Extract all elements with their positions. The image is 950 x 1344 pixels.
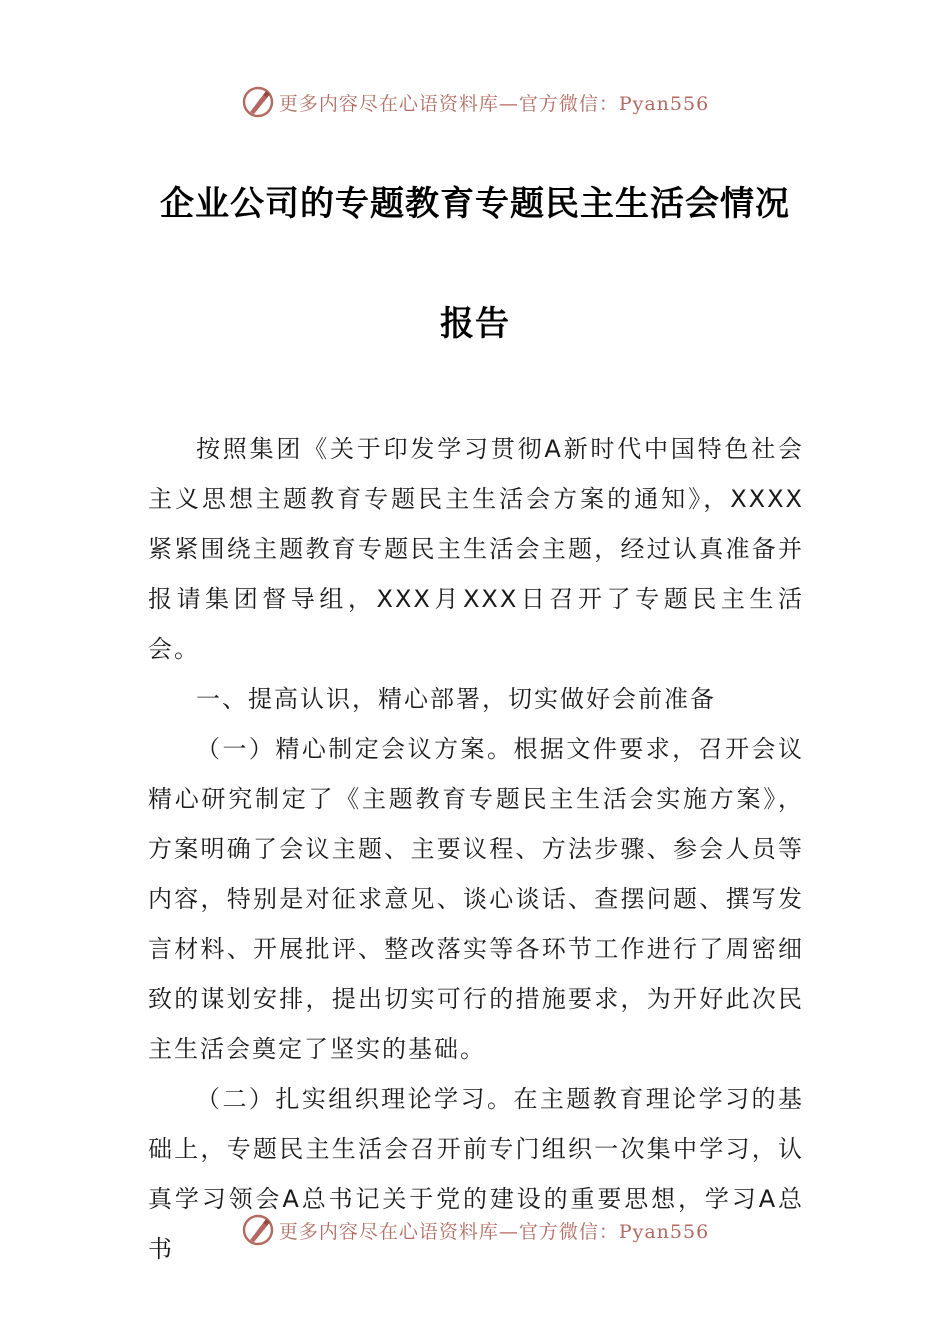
subsection-paragraph-2: （二）扎实组织理论学习。在主题教育理论学习的基础上，专题民主生活会召开前专门组织一次集中学习，认真学习领会A总书记关于党的建设的重要思想，学习A总书: [148, 1085, 804, 1263]
subsection-paragraph-1: （一）精心制定会议方案。根据文件要求，召开会议精心研究制定了《主题教育专题民主生活会实施方案》，方案明确了会议主题、主要议程、方法步骤、参会人员等内容，特别是对征求意见、谈心谈话、查摆问题、撰写发言材料、开展批评、整改落实等各环节工作进行了周密细致的谋划安排，提出切实可行的措施要求，为开好此次民主生活会奠定了坚实的基础。: [148, 735, 804, 1063]
document-body: [148, 424, 804, 1274]
header-watermark: [0, 80, 950, 124]
document-title-line-1: 企业公司的专题教育专题民主生活会情况: [160, 184, 790, 224]
section-heading-1: 一、提高认识，精心部署，切实做好会前准备: [196, 685, 716, 713]
watermark-text: 更多内容尽在心语资料库—官方微信：Pyan556: [278, 1220, 710, 1243]
intro-paragraph: 按照集团《关于印发学习贯彻A新时代中国特色社会主义思想主题教育专题民主生活会方案的通知》，XXXX紧紧围绕主题教育专题民主生活会主题，经过认真准备并报请集团督导组，XXX月XXX日召开了专题民主生活会。: [148, 435, 804, 663]
pen-logo-icon: [241, 85, 275, 119]
watermark-text: 更多内容尽在心语资料库—官方微信：Pyan556: [278, 92, 710, 115]
document-title-line-2: 报告: [440, 304, 510, 344]
pen-logo-icon: [241, 1213, 275, 1247]
footer-watermark: [0, 1208, 950, 1252]
